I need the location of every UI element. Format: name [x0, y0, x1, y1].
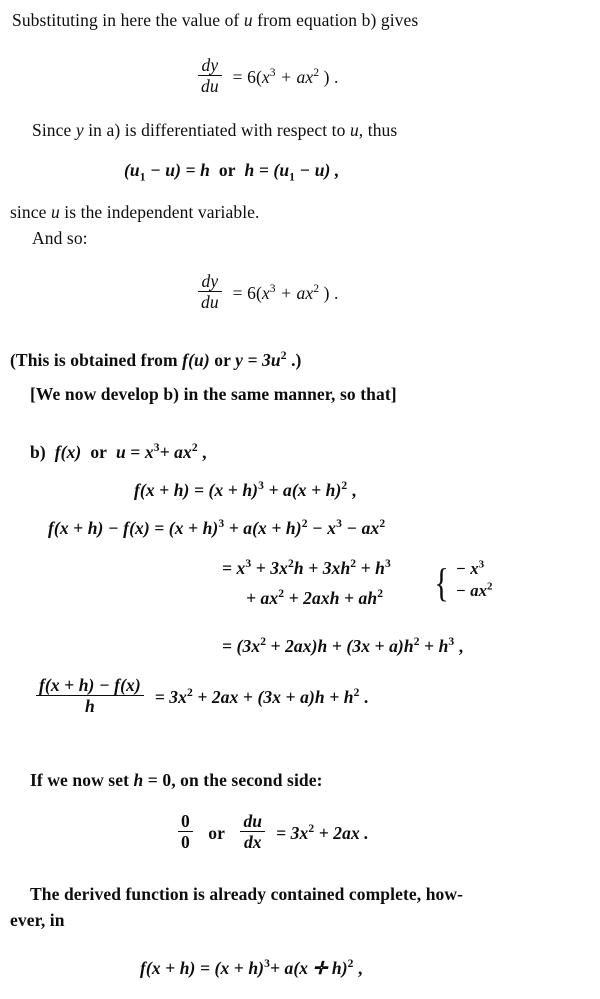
- equation-dydu-1: [196, 56, 338, 96]
- exponent-2n: 2: [413, 636, 420, 649]
- paragraph-obtained-from: [10, 350, 302, 371]
- expr-expansion2-a: + ax: [246, 588, 279, 608]
- exponent-2o: 2: [186, 686, 193, 699]
- exponent-2d: 2: [191, 442, 198, 455]
- paragraph-independent-variable: [10, 202, 260, 223]
- expr-h-equals: h = (u: [244, 160, 290, 180]
- exponent-3e: 3: [218, 518, 225, 531]
- text-since-pre: Since: [32, 120, 76, 140]
- variable-u3: u: [50, 202, 60, 222]
- equation-close-2: ) .: [319, 282, 339, 303]
- variable-y: y: [75, 120, 84, 140]
- text-comma-2: ,: [347, 480, 357, 500]
- subscript-1b: 1: [289, 171, 296, 184]
- exponent-2b: 2: [313, 282, 320, 295]
- paragraph-derived-function-1: [30, 884, 463, 905]
- exponent-2l: 2: [487, 580, 493, 593]
- exponent-3b: 3: [269, 282, 276, 295]
- exponent-2r: 2: [347, 958, 354, 971]
- function-f: f: [182, 350, 189, 370]
- zero-numerator: 0: [178, 812, 193, 832]
- expr-h-close: − u) ,: [295, 160, 340, 180]
- variable-x2: x: [305, 66, 314, 87]
- expr-plus-ax: + ax: [159, 442, 192, 462]
- paragraph-if-we-set-h: [30, 770, 323, 791]
- text-obtained-or: or: [209, 350, 236, 370]
- expr-expansion1-b: + 3x: [251, 558, 289, 578]
- expr-quot-b: + 2ax + (3x + a)h + h: [192, 686, 354, 707]
- text-or-1: or: [218, 160, 236, 180]
- expr-fxh-eq: = (x + h): [189, 480, 259, 500]
- expr-quot-a: = 3x: [154, 686, 187, 707]
- equation-b-definition: [30, 442, 207, 463]
- expr-diff-minus2: − ax: [341, 518, 380, 538]
- expr-expansion1-c: h + 3xh: [293, 558, 351, 578]
- expr-final-eq: = (x + h): [195, 958, 265, 978]
- exponent-3: 3: [269, 66, 276, 79]
- expr-final-mid: + a(x ✛ h): [269, 958, 348, 978]
- exponent-3i: 3: [478, 558, 485, 571]
- expr-collect-c: + h: [419, 636, 449, 656]
- text-substituting-pre: Substituting in here the value of: [12, 10, 244, 30]
- text-comma-4: ,: [353, 958, 363, 978]
- equation-rhs-open-2: = 6(: [232, 282, 262, 303]
- expr-minus-ax: − ax: [455, 580, 488, 600]
- text-develop: [We now develop b) in the same manner, so that]: [30, 384, 397, 404]
- text-or-3: or: [208, 822, 226, 843]
- exponent-2c: 2: [280, 350, 287, 363]
- expr-u1-rest: − u) = h: [145, 160, 210, 180]
- equation-close: ) .: [319, 66, 339, 87]
- text-period-1: .: [359, 686, 369, 707]
- expr-3u: = 3u: [243, 350, 281, 370]
- expr-dudx-a: = 3x: [276, 822, 309, 843]
- exponent-2g: 2: [379, 518, 386, 531]
- text-since-indep-pre: since: [10, 202, 51, 222]
- equation-expansion-line-2: [246, 588, 383, 609]
- curly-brace-icon: {: [434, 559, 449, 605]
- text-derived-1: The derived function is already contained complete, how-: [30, 884, 464, 904]
- equation-dydu-2: [196, 272, 338, 312]
- expr-fxh-mid: + a(x + h): [263, 480, 342, 500]
- equation-collected: [222, 636, 463, 657]
- text-comma-1: ,: [197, 442, 207, 462]
- expr-expansion2-b: + 2axh + ah: [284, 588, 378, 608]
- variable-x-b: x: [261, 282, 270, 303]
- text-since-indep-post: is the independent variable.: [59, 202, 260, 222]
- quotient-numerator: f(x + h) − f(x): [36, 676, 144, 696]
- expr-u-equals-x: u = x: [115, 442, 154, 462]
- exponent-3d: 3: [258, 480, 264, 493]
- exponent-3g: 3: [245, 558, 252, 571]
- equation-zero-over-zero: [176, 812, 369, 852]
- fraction-difference-quotient: [36, 676, 144, 716]
- exponent-2h: 2: [288, 558, 294, 571]
- text-obtained-end: .): [286, 350, 302, 370]
- equation-expansion-line-1: [222, 558, 391, 579]
- text-obtained-pre: (This is obtained from: [10, 350, 183, 370]
- quotient-denominator: h: [84, 696, 95, 717]
- fraction-dy-du-2: [198, 272, 222, 312]
- expr-diff-minus: − x: [307, 518, 337, 538]
- expr-diff-eq: = (x + h): [149, 518, 219, 538]
- fraction-du-dx: [240, 812, 265, 852]
- paragraph-substituting: [12, 10, 418, 31]
- equation-final-f-x-plus-h: [140, 958, 362, 979]
- expr-collect-a: = (3x: [222, 636, 261, 656]
- brace-group-cancel-terms: [432, 558, 493, 605]
- expr-expansion1-d: + h: [356, 558, 386, 578]
- equation-f-x-plus-h: [134, 480, 356, 501]
- variable-y-b: y: [235, 350, 244, 370]
- cancel-term-x3: [456, 558, 493, 580]
- paragraph-develop-b: [30, 384, 397, 405]
- expr-expansion1-a: = x: [222, 558, 246, 578]
- subscript-1: 1: [139, 171, 146, 184]
- equation-rhs-open: = 6(: [232, 66, 262, 87]
- expr-minus-x: − x: [455, 559, 479, 578]
- variable-u: u: [243, 10, 253, 30]
- text-and-so: And so:: [32, 228, 88, 248]
- dudx-numerator: du: [240, 812, 265, 832]
- variable-u2: u: [349, 120, 359, 140]
- text-comma-3: ,: [454, 636, 464, 656]
- exponent-3j: 3: [448, 636, 455, 649]
- dudx-denominator: dx: [243, 832, 262, 853]
- exponent-2j: 2: [278, 588, 285, 601]
- fraction-numerator: dy: [198, 56, 222, 76]
- exponent-3h: 3: [385, 558, 391, 571]
- term-plus-a: + a: [275, 66, 306, 87]
- function-fx: f(x): [54, 442, 82, 462]
- exponent-2m: 2: [260, 636, 267, 649]
- cancel-terms-stack: [456, 558, 493, 601]
- expr-collect-b: + 2ax)h + (3x + a)h: [266, 636, 414, 656]
- exponent-3c: 3: [153, 442, 160, 455]
- text-substituting-post: from equation b) gives: [252, 10, 419, 30]
- fraction-denominator-2: du: [201, 292, 219, 313]
- equation-u1-minus-u: [124, 160, 340, 184]
- fraction-zero-zero: [178, 812, 193, 852]
- fraction-numerator-2: dy: [198, 272, 222, 292]
- exponent-2e: 2: [341, 480, 348, 493]
- fraction-dy-du: [198, 56, 222, 96]
- exponent-3k: 3: [264, 958, 270, 971]
- equation-difference-quotient: [34, 676, 368, 716]
- label-b: b): [30, 442, 46, 462]
- expr-diff-mid: + a(x + h): [224, 518, 302, 538]
- paragraph-and-so: [32, 228, 88, 249]
- expr-dudx-b: + 2ax .: [314, 822, 369, 843]
- paragraph-derived-function-2: [10, 910, 65, 931]
- text-ifwe-post: = 0, on the second side:: [143, 770, 323, 790]
- paragraph-since-y: [32, 120, 397, 141]
- exponent-2p: 2: [353, 686, 360, 699]
- argument-u: (u): [188, 350, 210, 370]
- fraction-denominator: du: [201, 76, 219, 97]
- expr-diff-lhs: f(x + h) − f(x): [48, 518, 150, 538]
- text-derived-2: ever, in: [10, 910, 65, 930]
- function-fxh: f(x + h): [134, 480, 190, 500]
- text-since-post: , thus: [358, 120, 398, 140]
- function-fxh-final: f(x + h): [140, 958, 196, 978]
- exponent-2: 2: [313, 66, 320, 79]
- variable-h: h: [133, 770, 144, 790]
- text-ifwe-pre: If we now set: [30, 770, 134, 790]
- term-plus-a-b: + a: [275, 282, 306, 303]
- exponent-2q: 2: [308, 822, 315, 835]
- text-or-2: or: [90, 442, 108, 462]
- exponent-3f: 3: [336, 518, 342, 531]
- text-since-mid: in a) is differentiated with respect to: [83, 120, 350, 140]
- variable-x: x: [261, 66, 270, 87]
- exponent-2k: 2: [377, 588, 384, 601]
- variable-x2-b: x: [305, 282, 314, 303]
- exponent-2i: 2: [350, 558, 357, 571]
- exponent-2f: 2: [301, 518, 308, 531]
- zero-denominator: 0: [181, 832, 190, 853]
- cancel-term-ax2: [456, 580, 493, 602]
- expr-u1-open: (u: [124, 160, 140, 180]
- equation-difference: [48, 518, 385, 539]
